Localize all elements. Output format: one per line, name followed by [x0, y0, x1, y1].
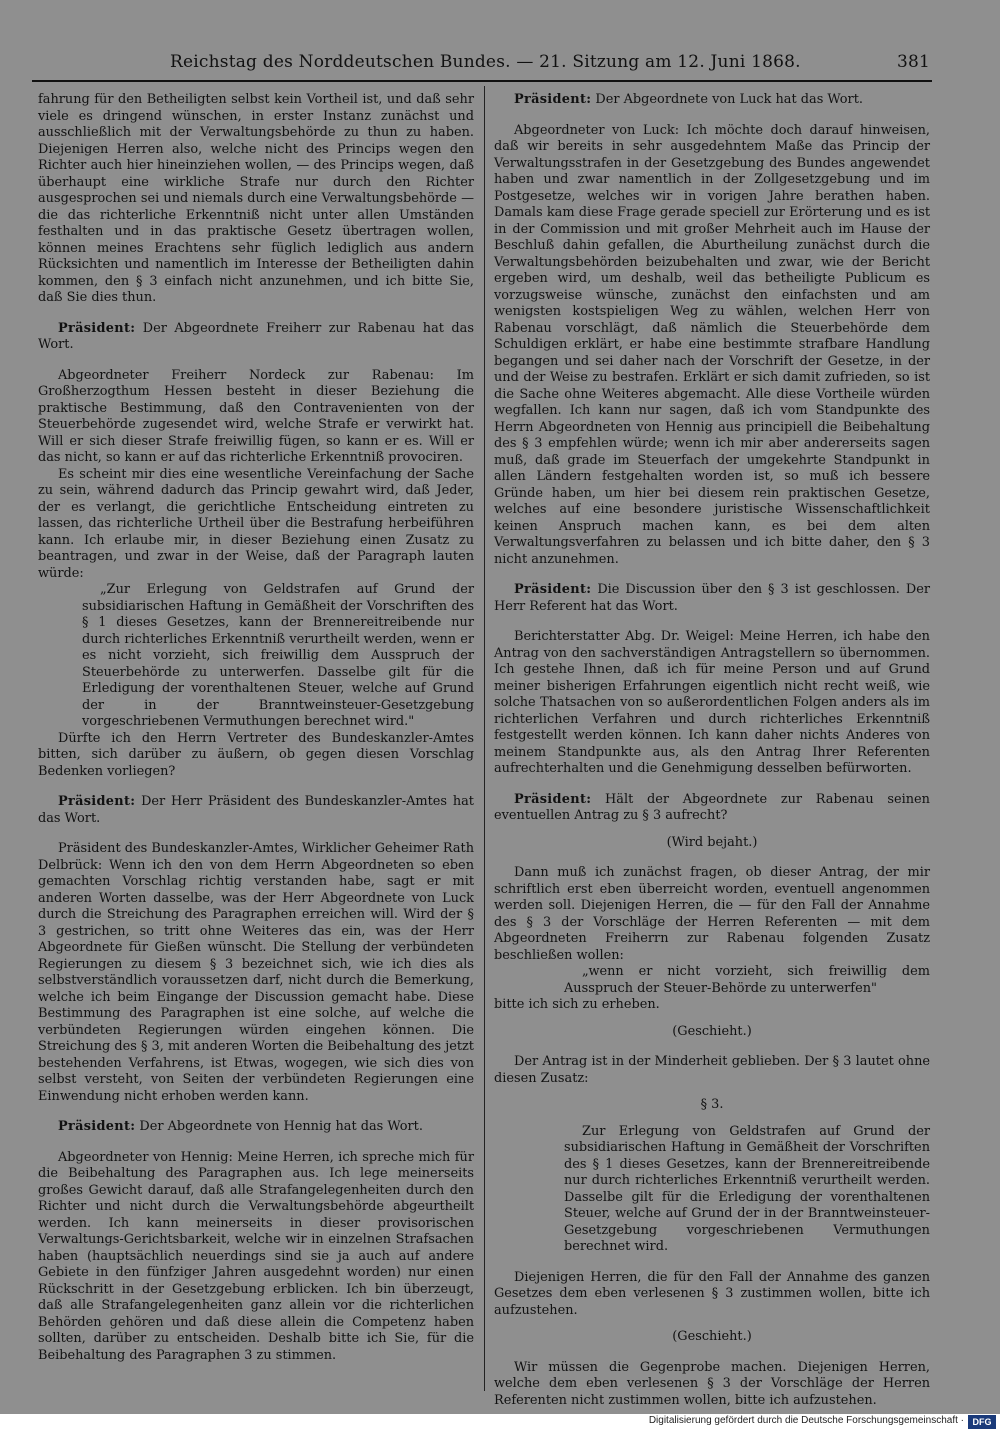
dfg-logo-icon: DFG: [968, 1415, 996, 1429]
footer-credit: Digitalisierung gefördert durch die Deutsche Forschungsgemeinschaft ·: [648, 1415, 964, 1426]
body-paragraph: Dann muß ich zunächst fragen, ob dieser Antrag, der mir schriftlich erst eben überreicht worden, eventuell angenommen werden soll. Diejenigen Herren, die — für den Fall der Annahme des § 3 der Vorschläge der Herren Referenten — mit dem Abgeordneten Freiherrn zur Rabenau folgenden Zusatz beschließen wollen:: [494, 865, 930, 963]
body-paragraph: Es scheint mir dies eine wesentliche Vereinfachung der Sache zu sein, während dadurch das Princip gewahrt wird, daß Jeder, der es verlangt, die gerichtliche Entscheidung eintreten zu lassen, das richterliche Urtheil über die Bestrafung herbeiführen kann. Ich erlaube mir, in dieser Beziehung einen Zusatz zu beantragen, und zwar in der Weise, daß der Paragraph lauten würde:: [38, 466, 474, 581]
body-paragraph: Abgeordneter von Hennig: Meine Herren, ich spreche mich für die Beibehaltung des Paragraphen aus. Ich lege meinerseits großes Gewicht darauf, daß alle Strafangelegenheiten durch den Richter und nicht durch die Verwaltungsbehörde abgeurtheilt werden. Ich kann meinerseits in dieser provisorischen Verwaltungs-Gerichtsbarkeit, welche wir in einzelnen Strafsachen haben (hauptsächlich neuerdings sind sie ja auch auf andere Gebiete in den fünfziger Jahren ausgedehnt worden) nur einen Rückschritt in der Gesetzgebung erblicken. Ich bin überzeugt, daß alle Strafangelegenheiten ganz allein vor die richterlichen Behörden gehören und daß diese allein die Competenz haben sollten, darüber zu entscheiden. Deshalb bitte ich Sie, für die Beibehaltung des Paragraphen 3 zu stimmen.: [38, 1149, 474, 1363]
quoted-text: „Zur Erlegung von Geldstrafen auf Grund der subsidiarischen Haftung in Gemäßheit der Vorschriften des § 1 dieses Gesetzes, kann der Brennereitreibende nur durch richterliches Erkenntniß verurtheilt werden, wenn er es nicht vorzieht, sich freiwillig dem Ausspruch der Steuerbehörde zu unterwerfen. Dasselbe gilt für die Erledigung der vorenthaltenen Steuer, welche auf Grund der in der Branntweinsteuer-Gesetzgebung vorgeschriebenen Vermuthungen berechnet wird.": [82, 582, 474, 729]
speaker-paragraph: [38, 321, 474, 354]
page-header: [170, 52, 930, 72]
speaker-text: Die Discussion über den § 3 ist geschlossen. Der Herr Referent hat das Wort.: [494, 582, 930, 614]
body-paragraph: Diejenigen Herren, die für den Fall der Annahme des ganzen Gesetzes dem eben verlesenen § 3 zustimmen wollen, bitte ich aufzustehen.: [494, 1269, 930, 1318]
header-title: Reichstag des Norddeutschen Bundes. — 21. Sitzung am 12. Juni 1868.: [170, 52, 801, 72]
center-note: (Wird bejaht.): [666, 834, 758, 850]
center-note: (Geschieht.): [672, 1329, 752, 1344]
speaker-label: Präsident:: [514, 92, 592, 107]
speaker-label: Präsident:: [58, 794, 136, 809]
body-paragraph: Dürfte ich den Herrn Vertreter des Bundeskanzler-Amtes bitten, sich darüber zu äußern, ob gegen diesen Vorschlag Bedenken vorliegen?: [38, 730, 474, 779]
speaker-text: Der Abgeordnete von Luck hat das Wort.: [591, 92, 863, 107]
speaker-text: Der Abgeordnete von Hennig hat das Wort.: [135, 1119, 423, 1134]
quoted-text: „wenn er nicht vorzieht, sich freiwillig dem Ausspruch der Steuer-Behörde zu unterwerfen": [564, 964, 930, 996]
body-paragraph: Präsident des Bundeskanzler-Amtes, Wirklicher Geheimer Rath Delbrück: Wenn ich den von dem Herrn Abgeordneten so eben gemachten Vorschlag richtig verstanden habe, sagt er mit anderen Worten dasselbe, was der Herr Abgeordnete von Luck durch die Streichung des Paragraphen erreichen will. Wird der § 3 gestrichen, so tritt ohne Weiteres das ein, was der Herr Abgeordnete für Gießen wünscht. Die Stellung der verbündeten Regierungen zu diesem § 3 bezeichnet sich, wie ich dies als selbstverständlich voraussetzen darf, nicht durch die Bemerkung, welche ich beim Eingange der Discussion gemacht habe. Diese Bestimmung des Paragraphen ist eine solche, auf welche die verbündeten Regierungen würden eingehen können. Die Streichung des § 3, mit anderen Worten die Beibehaltung des jetzt bestehenden Verfahrens, ist Etwas, wogegen, wie sich dies von selbst versteht, von Seiten der verbündeten Regierungen eine Einwendung nicht erhoben werden kann.: [38, 841, 474, 1104]
body-paragraph: Abgeordneter Freiherr Nordeck zur Rabenau: Im Großherzogthum Hessen besteht in dieser Beziehung die praktische Bestimmung, daß den Contravenienten von der Steuerbehörde zugesendet wird, welche Strafe er verwirkt hat. Will er sich dieser Strafe freiwillig fügen, so kann er es. Will er das nicht, so kann er auf das richterliche Erkenntniß provociren.: [38, 367, 474, 465]
speaker-label: Präsident:: [58, 1119, 136, 1134]
body-paragraph: Der Antrag ist in der Minderheit geblieben. Der § 3 lautet ohne diesen Zusatz:: [494, 1054, 930, 1086]
speaker-label: Präsident:: [58, 320, 136, 336]
speaker-text: Der Abgeordnete Freiherr zur Rabenau hat das Wort.: [38, 320, 474, 352]
center-note: § 3.: [700, 1097, 724, 1112]
page-number: 381: [896, 52, 930, 72]
header-rule: [32, 80, 932, 82]
body-paragraph: Berichterstatter Abg. Dr. Weigel: Meine Herren, ich habe den Antrag von den sachverständigen Antragstellern so übernommen. Ich gestehe Ihnen, daß ich für meine Person und auf Grund meiner bisherigen Erfahrungen eigentlich nicht recht weiß, wie solche Thatsachen von so außerordentlichen Folgen anders als im richterlichen Verfahren und durch richterliches Erkenntniß festgestellt werden können. Ich kann daher nichts Anderes von meinem Standpunkte aus, als den Antrag Ihrer Referenten aufrechterhalten und die Genehmigung desselben befürworten.: [494, 629, 930, 776]
body-paragraph: Abgeordneter von Luck: Ich möchte doch darauf hinweisen, daß wir bereits in sehr ausgedehntem Maße das Princip der Verwaltungsstrafen in der Gesetzgebung des Bundes angewendet haben und zwar namentlich in der Zollgesetzgebung und im Postgesetze, welches wir in vorigen Jahre berathen haben. Damals kam diese Frage gerade speciell zur Erörterung und es ist in der Commission und mit großer Mehrheit auch im Hause der Beschluß dahin gefallen, die Aburtheilung zunächst durch die Verwaltungsbehörden beizubehalten und zwar, wie der Bericht ergeben wird, um deshalb, weil das betheiligte Publicum es vorzugsweise wünsche, zunächst den einfachsten und am wenigsten kostspieligen Weg zu wählen, welchen Herr von Rabenau vorschlägt, daß nämlich die Steuerbehörde dem Schuldigen erklärt, er habe eine bestimmte strafbare Handlung begangen und sei daher nach der Vorschrift der Gesetze, in der und der Weise zu bestrafen. Erklärt er sich damit zufrieden, so ist die Sache ohne Weiteres abgemacht. Alle diese Vortheile würden wegfallen. Ich kann nur sagen, daß ich vom Standpunkte des Herrn Abgeordneten von Hennig aus principiell die Beibehaltung des § 3 empfehlen würde; wenn ich mir aber andererseits sagen muß, daß grade im Steuerfach der umgekehrte Standpunkt in allen Ländern festgehalten worden ist, so muß ich bessere Gründe haben, um hier bei diesem rein praktischen Gesetze, welches auf eine besondere juristische Wissenschaftlichkeit keinen Anspruch machen kann, es bei dem alten Verwaltungsverfahren zu belassen und ich bitte daher, den § 3 nicht anzunehmen.: [494, 122, 930, 567]
speaker-paragraph: [494, 582, 930, 615]
body-paragraph: fahrung für den Betheiligten selbst kein Vortheil ist, und daß sehr viele es dringend wünschen, in erster Instanz zunächst und ausschließlich mit der Verwaltungsbehörde zu thun zu haben. Diejenigen Herren also, welche nicht des Princips wegen den Richter auch hier hineinziehen wollen, — des Princips wegen, daß überhaupt eine wirkliche Strafe nur durch den Richter ausgesprochen sei und niemals durch eine Verwaltungsbehörde — die das richterliche Erkenntniß nicht unter allen Umständen festhalten und in das praktische Gesetz übertragen wollen, können meines Erachtens sehr füglich lediglich aus andern Rücksichten und namentlich im Interesse der Betheiligten dahin kommen, den § 3 einfach nicht anzunehmen, und ich bitte Sie, daß Sie dies thun.: [38, 92, 474, 305]
speaker-text: Der Herr Präsident des Bundeskanzler-Amtes hat das Wort.: [38, 794, 474, 826]
column-divider: [484, 86, 485, 1391]
speaker-paragraph: [494, 792, 930, 825]
speaker-paragraph: [494, 92, 930, 109]
right-column: [494, 92, 930, 1414]
body-paragraph: bitte ich sich zu erheben.: [494, 997, 660, 1012]
speaker-paragraph: [38, 1119, 474, 1136]
left-column: [38, 92, 474, 1364]
speaker-paragraph: [38, 794, 474, 827]
quoted-text: Zur Erlegung von Geldstrafen auf Grund der subsidiarischen Haftung in Gemäßheit der Vorschriften des § 1 dieses Gesetzes, kann der Brennereitreibende nur durch richterliches Erkenntniß verurtheilt werden. Dasselbe gilt für die Erledigung der vorenthaltenen Steuer, welche auf Grund der in der Branntweinsteuer-Gesetzgebung vorgeschriebenen Vermuthungen berechnet wird.: [564, 1123, 930, 1254]
speaker-label: Präsident:: [514, 791, 592, 807]
body-paragraph: Wir müssen die Gegenprobe machen. Diejenigen Herren, welche dem eben verlesenen § 3 der Vorschläge der Herren Referenten nicht zustimmen wollen, bitte ich aufzustehen.: [494, 1359, 930, 1408]
speaker-text: Hält der Abgeordnete zur Rabenau seinen eventuellen Antrag zu § 3 aufrecht?: [494, 791, 930, 823]
speaker-label: Präsident:: [514, 582, 592, 597]
center-note: (Geschieht.): [672, 1023, 752, 1039]
footer: [0, 1414, 1000, 1432]
